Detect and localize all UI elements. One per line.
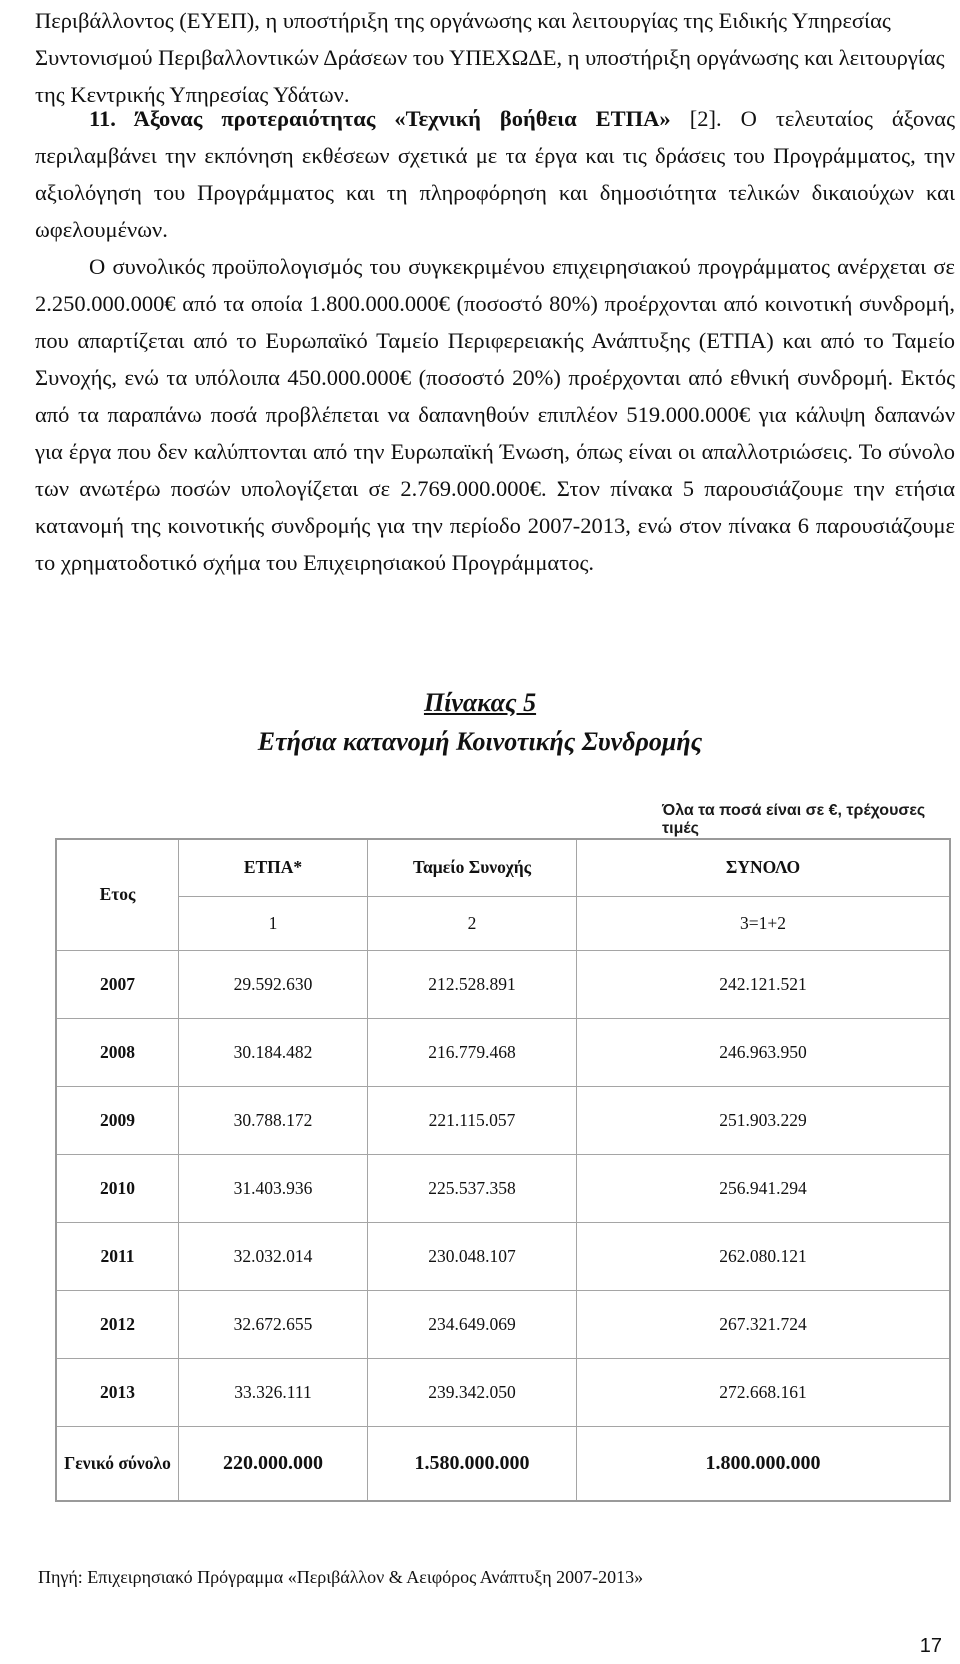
total-cell: 267.321.724 [577,1290,951,1358]
total-cell: 242.121.521 [577,950,951,1018]
header-cohesion-fund: Ταμείο Συνοχής [368,839,577,896]
grand-total-sum: 1.800.000.000 [577,1426,951,1501]
etpa-cell: 30.184.482 [179,1018,368,1086]
table-row [56,1018,950,1086]
header-year: Ετος [56,839,179,950]
header-total: ΣΥΝΟΛΟ [577,839,951,896]
page-number: 17 [919,1635,942,1657]
table-source: Πηγή: Επιχειρησιακό Πρόγραμμα «Περιβάλλον & Αειφόρος Ανάπτυξη 2007-2013» [38,1567,644,1587]
paragraph-intro: Περιβάλλοντος (ΕΥΕΠ), η υποστήριξη της οργάνωσης και λειτουργίας της Ειδικής Υπηρεσίας Συντονισμού Περιβαλλοντικών Δράσεων του ΥΠΕΧΩΔΕ, η υποστήριξη οργάνωσης και λειτουργίας της Κεντρικής Υπηρεσίας Υδάτων. [35,8,945,107]
grand-total-cohesion-fund: 1.580.000.000 [368,1426,577,1501]
table-header-row [56,839,950,896]
grand-total-etpa: 220.000.000 [179,1426,368,1501]
cohesion-fund-cell: 225.537.358 [368,1154,577,1222]
year-cell: 2007 [56,950,179,1018]
total-cell: 251.903.229 [577,1086,951,1154]
cohesion-fund-cell: 212.528.891 [368,950,577,1018]
table-row [56,1358,950,1426]
etpa-cell: 33.326.111 [179,1358,368,1426]
units-note: Όλα τα ποσά είναι σε €, τρέχουσες τιμές [662,802,926,837]
column-number: 1 [179,896,368,950]
column-number: 2 [368,896,577,950]
year-cell: 2013 [56,1358,179,1426]
year-cell: 2012 [56,1290,179,1358]
cohesion-fund-cell: 230.048.107 [368,1222,577,1290]
total-cell: 272.668.161 [577,1358,951,1426]
table-caption-title: Ετήσια κατανομή Κοινοτικής Συνδρομής [257,727,703,756]
table-row [56,1086,950,1154]
column-number: 3=1+2 [577,896,951,950]
table-row [56,1222,950,1290]
etpa-cell: 29.592.630 [179,950,368,1018]
etpa-cell: 32.672.655 [179,1290,368,1358]
paragraph-budget: Ο συνολικός προϋπολογισμός του συγκεκριμένου επιχειρησιακού προγράμματος ανέρχεται σε 2.250.000.000€ από τα οποία 1.800.000.000€ (ποσοστό 80%) προέρχονται από κοινοτική συνδρομή, που απαρτίζεται από το Ευρωπαϊκό Ταμείο Περιφερειακής Ανάπτυξης (ΕΤΠΑ) και από το Ταμείο Συνοχής, ενώ τα υπόλοιπα 450.000.000€ (ποσοστό 20%) προέρχονται από εθνική συνδρομή. Εκτός από τα παραπάνω ποσά προβλέπεται να δαπανηθούν επιπλέον 519.000.000€ για κάλυψη δαπανών για έργα που δεν καλύπτονται από την Ευρωπαϊκή Ένωση, όπως είναι οι απαλλοτριώσεις. Το σύνολο των ανωτέρω ποσών υπολογίζεται σε 2.769.000.000€. Στον πίνακα 5 παρουσιάζουμε την ετήσια κατανομή της κοινοτικής συνδρομής για την περίοδο 2007-2013, ενώ στον πίνακα 6 παρουσιάζουμε το χρηματοδοτικό σχήμα του Επιχειρησιακού Προγράμματος. [35,254,955,575]
paragraph-axis-11 [35,100,955,248]
cohesion-fund-cell: 234.649.069 [368,1290,577,1358]
year-cell: 2008 [56,1018,179,1086]
axis-11-heading: 11. Άξονας προτεραιότητας «Τεχνική βοήθεια ΕΤΠΑ» [89,106,671,131]
table-caption-number: Πίνακας 5 [423,688,537,717]
header-etpa: ΕΤΠΑ* [179,839,368,896]
etpa-cell: 32.032.014 [179,1222,368,1290]
etpa-cell: 30.788.172 [179,1086,368,1154]
total-cell: 262.080.121 [577,1222,951,1290]
year-cell: 2009 [56,1086,179,1154]
table-row [56,950,950,1018]
year-cell: 2011 [56,1222,179,1290]
cohesion-fund-cell: 216.779.468 [368,1018,577,1086]
table-row [56,1290,950,1358]
cohesion-fund-cell: 221.115.057 [368,1086,577,1154]
grand-total-row [56,1426,950,1501]
column-number-row [56,896,950,950]
year-cell: 2010 [56,1154,179,1222]
total-cell: 246.963.950 [577,1018,951,1086]
total-cell: 256.941.294 [577,1154,951,1222]
etpa-cell: 31.403.936 [179,1154,368,1222]
table-row [56,1154,950,1222]
allocation-table [55,838,951,1502]
axis-11-text: [2]. Ο τελευταίος άξονας περιλαμβάνει την εκπόνηση εκθέσεων σχετικά με τα έργα και τις δράσεις του Προγράμματος, την αξιολόγηση του Προγράμματος και τη πληροφόρηση και δημοσιότητα τελικών δικαιούχων και ωφελουμένων. [35,106,955,242]
cohesion-fund-cell: 239.342.050 [368,1358,577,1426]
grand-total-label: Γενικό σύνολο [56,1426,179,1501]
